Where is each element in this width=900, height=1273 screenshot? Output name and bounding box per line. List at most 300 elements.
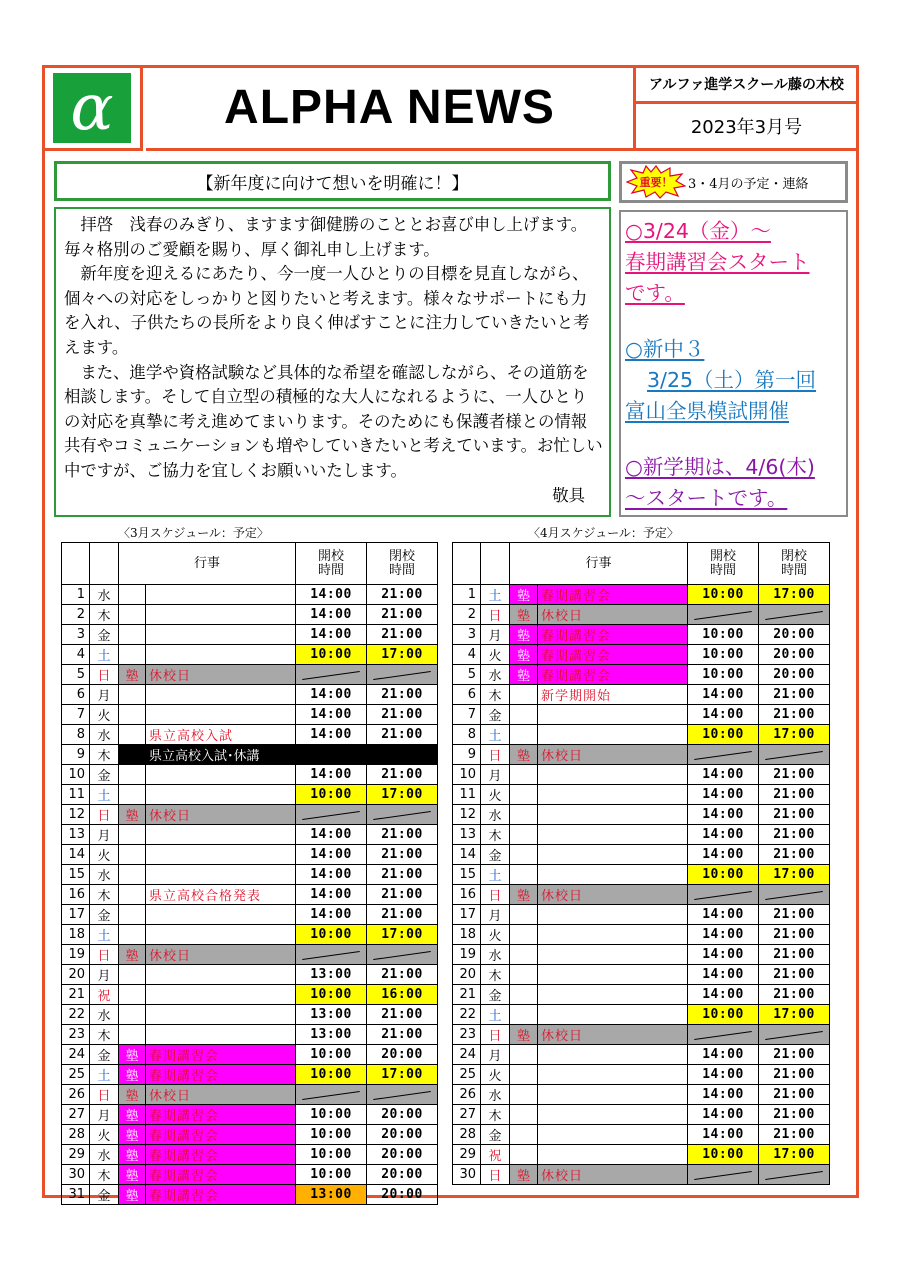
juku-marker	[119, 605, 146, 625]
event-cell	[146, 1005, 296, 1025]
open-time-empty	[688, 1165, 759, 1185]
table-row	[453, 1065, 830, 1085]
letter-closing: 敬具	[552, 485, 585, 505]
event-cell	[146, 845, 296, 865]
letter-paragraph: また、進学や資格試験など具体的な希望を確認しながら、その道筋を相談します。そして自立型の積極的な大人になれるように、一人ひとりの対応を真摯に考え進めてまいります。そのためにも保護者様との情報共有やコミュニケーションも増やしていきたいと考えています。お忙しい中ですが、ご協力を宜しくお願いいたします。	[64, 362, 603, 480]
weekday: 火	[90, 1125, 119, 1145]
open-time: 14:00	[688, 945, 759, 965]
open-time: 14:00	[688, 905, 759, 925]
table-row	[453, 925, 830, 945]
table-row	[453, 1025, 830, 1045]
weekday: 日	[90, 945, 119, 965]
weekday: 火	[90, 845, 119, 865]
open-time: 10:00	[688, 1005, 759, 1025]
close-time-empty	[367, 665, 438, 685]
day-number: 9	[453, 745, 481, 765]
header-open-time: 開校 時間	[688, 543, 759, 585]
juku-marker: 塾	[119, 945, 146, 965]
event-cell: 春期講習会	[146, 1145, 296, 1165]
header-weekday	[90, 543, 119, 585]
open-time: 14:00	[688, 825, 759, 845]
event-cell: 新学期開始	[538, 685, 688, 705]
open-time: 10:00	[688, 865, 759, 885]
open-time: 14:00	[688, 1085, 759, 1105]
table-row	[62, 945, 438, 965]
table-row	[62, 985, 438, 1005]
header-event: 行事	[119, 543, 296, 585]
juku-marker	[510, 985, 538, 1005]
table-row	[453, 705, 830, 725]
weekday: 日	[90, 805, 119, 825]
march-schedule-caption: 〈3月スケジュール：予定〉	[118, 526, 269, 540]
event-cell: 春期講習会	[146, 1125, 296, 1145]
weekday: 水	[90, 1005, 119, 1025]
juku-marker: 塾	[510, 1025, 538, 1045]
table-row	[62, 665, 438, 685]
table-row	[453, 1045, 830, 1065]
weekday: 祝	[481, 1145, 510, 1165]
day-number: 11	[453, 785, 481, 805]
juku-marker	[119, 825, 146, 845]
close-time: 21:00	[759, 985, 830, 1005]
juku-marker	[510, 1125, 538, 1145]
event-cell: 春期講習会	[146, 1065, 296, 1085]
close-time: 21:00	[367, 1005, 438, 1025]
event-cell: 休校日	[146, 805, 296, 825]
table-row	[62, 845, 438, 865]
close-time: 21:00	[759, 705, 830, 725]
juku-marker: 塾	[119, 1085, 146, 1105]
day-number: 11	[62, 785, 90, 805]
close-time-empty	[367, 1085, 438, 1105]
day-number: 1	[453, 585, 481, 605]
weekday: 木	[90, 1025, 119, 1045]
day-number: 15	[62, 865, 90, 885]
open-time: 14:00	[296, 845, 367, 865]
open-time: 14:00	[688, 925, 759, 945]
close-time: 16:00	[367, 985, 438, 1005]
open-time: 10:00	[296, 1165, 367, 1185]
day-number: 7	[62, 705, 90, 725]
newsletter-title: ALPHA NEWS	[146, 67, 633, 151]
table-row	[453, 685, 830, 705]
day-number: 24	[62, 1045, 90, 1065]
weekday: 金	[90, 1045, 119, 1065]
open-time: 14:00	[688, 965, 759, 985]
juku-marker	[510, 785, 538, 805]
juku-marker	[510, 725, 538, 745]
day-number: 30	[62, 1165, 90, 1185]
table-row	[62, 785, 438, 805]
table-row	[453, 645, 830, 665]
event-cell	[538, 1105, 688, 1125]
juku-marker	[119, 1025, 146, 1045]
open-time: 13:00	[296, 1005, 367, 1025]
weekday: 祝	[90, 985, 119, 1005]
close-time: 21:00	[367, 965, 438, 985]
close-time: 20:00	[367, 1125, 438, 1145]
table-row	[453, 1085, 830, 1105]
open-time-empty	[296, 805, 367, 825]
greeting-letter	[54, 207, 611, 517]
event-cell: 春期講習会	[146, 1045, 296, 1065]
day-number: 3	[62, 625, 90, 645]
header-event: 行事	[510, 543, 688, 585]
juku-marker: 塾	[119, 805, 146, 825]
table-row	[453, 845, 830, 865]
table-row	[453, 765, 830, 785]
close-time: 21:00	[367, 885, 438, 905]
event-cell	[538, 965, 688, 985]
weekday: 火	[481, 925, 510, 945]
juku-marker	[119, 585, 146, 605]
open-time: 14:00	[688, 685, 759, 705]
event-cell: 休校日	[538, 605, 688, 625]
event-cell: 春期講習会	[146, 1185, 296, 1205]
weekday: 木	[481, 685, 510, 705]
event-cell: 春期講習会	[538, 665, 688, 685]
juku-marker	[510, 705, 538, 725]
weekday: 水	[90, 725, 119, 745]
close-time: 21:00	[759, 965, 830, 985]
weekday: 水	[90, 1145, 119, 1165]
table-row	[62, 1025, 438, 1045]
juku-marker	[510, 1045, 538, 1065]
day-number: 21	[453, 985, 481, 1005]
open-time: 14:00	[296, 585, 367, 605]
weekday: 水	[481, 805, 510, 825]
march-schedule-table	[61, 542, 438, 1205]
event-cell	[538, 1145, 688, 1165]
juku-marker: 塾	[119, 665, 146, 685]
weekday: 日	[481, 885, 510, 905]
close-time-empty	[759, 605, 830, 625]
weekday: 木	[90, 1165, 119, 1185]
close-time-empty	[759, 1025, 830, 1045]
weekday: 土	[90, 785, 119, 805]
weekday: 土	[481, 1005, 510, 1025]
event-cell	[146, 965, 296, 985]
table-row	[62, 825, 438, 845]
table-row	[62, 1105, 438, 1125]
open-time: 14:00	[688, 705, 759, 725]
open-time: 14:00	[296, 765, 367, 785]
juku-marker	[119, 925, 146, 945]
event-cell: 春期講習会	[538, 625, 688, 645]
table-row	[453, 745, 830, 765]
juku-marker	[510, 1145, 538, 1165]
day-number: 27	[453, 1105, 481, 1125]
open-time: 10:00	[688, 585, 759, 605]
event-cell	[538, 945, 688, 965]
juku-marker: 塾	[510, 1165, 538, 1185]
close-time: 17:00	[367, 925, 438, 945]
open-time: 14:00	[688, 1125, 759, 1145]
juku-marker	[510, 905, 538, 925]
table-row	[62, 605, 438, 625]
day-number: 2	[62, 605, 90, 625]
table-row	[453, 1105, 830, 1125]
weekday: 月	[90, 965, 119, 985]
day-number: 10	[62, 765, 90, 785]
close-time: 20:00	[759, 645, 830, 665]
juku-marker	[510, 805, 538, 825]
weekday: 月	[481, 765, 510, 785]
day-number: 26	[453, 1085, 481, 1105]
day-number: 15	[453, 865, 481, 885]
close-time: 21:00	[367, 845, 438, 865]
close-time-empty	[759, 885, 830, 905]
weekday: 木	[481, 825, 510, 845]
juku-marker: 塾	[119, 1145, 146, 1165]
day-number: 25	[62, 1065, 90, 1085]
table-row	[62, 865, 438, 885]
table-row	[453, 825, 830, 845]
notice-item-new-term: ○新学期は、4/6(木) ～スタートです。	[625, 455, 815, 510]
day-number: 23	[62, 1025, 90, 1045]
logo-cell	[44, 67, 143, 151]
table-row	[62, 685, 438, 705]
table-row	[62, 965, 438, 985]
close-time: 20:00	[759, 625, 830, 645]
open-time-empty	[296, 945, 367, 965]
weekday: 金	[481, 985, 510, 1005]
table-row	[62, 925, 438, 945]
logo-glyph: α	[70, 70, 114, 145]
important-badge: 重要！	[639, 176, 673, 189]
day-number: 3	[453, 625, 481, 645]
juku-marker: 塾	[119, 1165, 146, 1185]
table-row	[62, 905, 438, 925]
weekday: 日	[481, 1025, 510, 1045]
table-header-row	[453, 543, 830, 585]
event-cell	[146, 705, 296, 725]
close-time: 21:00	[759, 1105, 830, 1125]
close-time: 20:00	[759, 665, 830, 685]
day-number: 30	[453, 1165, 481, 1185]
day-number: 12	[453, 805, 481, 825]
juku-marker: 塾	[119, 1125, 146, 1145]
open-time: 14:00	[296, 885, 367, 905]
close-time: 17:00	[367, 645, 438, 665]
event-cell: 休校日	[538, 745, 688, 765]
weekday: 金	[481, 1125, 510, 1145]
juku-marker	[119, 865, 146, 885]
juku-marker: 塾	[510, 645, 538, 665]
juku-marker	[119, 885, 146, 905]
weekday: 土	[481, 585, 510, 605]
close-time: 21:00	[367, 765, 438, 785]
open-time-empty	[688, 1025, 759, 1045]
table-row	[62, 805, 438, 825]
close-time: 17:00	[759, 725, 830, 745]
juku-marker	[510, 945, 538, 965]
day-number: 6	[62, 685, 90, 705]
weekday: 水	[90, 585, 119, 605]
weekday: 木	[481, 965, 510, 985]
juku-marker: 塾	[510, 625, 538, 645]
header-day	[62, 543, 90, 585]
day-number: 22	[453, 1005, 481, 1025]
event-cell: 春期講習会	[538, 645, 688, 665]
day-number: 12	[62, 805, 90, 825]
table-row	[453, 905, 830, 925]
april-schedule-table	[452, 542, 830, 1185]
juku-marker	[119, 725, 146, 745]
weekday: 土	[90, 645, 119, 665]
juku-marker	[119, 785, 146, 805]
weekday: 土	[90, 925, 119, 945]
weekday: 水	[481, 1085, 510, 1105]
day-number: 25	[453, 1065, 481, 1085]
table-row	[453, 785, 830, 805]
juku-marker	[510, 865, 538, 885]
open-time: 10:00	[296, 1065, 367, 1085]
day-number: 1	[62, 585, 90, 605]
weekday: 日	[481, 745, 510, 765]
close-time: 21:00	[367, 865, 438, 885]
open-time: 10:00	[296, 645, 367, 665]
weekday: 木	[90, 745, 119, 765]
event-cell	[538, 925, 688, 945]
open-time: 14:00	[688, 1105, 759, 1125]
juku-marker	[510, 765, 538, 785]
issue-date: 2023年3月号	[633, 104, 857, 151]
table-row	[62, 625, 438, 645]
open-time: 10:00	[688, 1145, 759, 1165]
open-time: 14:00	[688, 765, 759, 785]
table-row	[62, 645, 438, 665]
day-number: 20	[62, 965, 90, 985]
table-header-row	[62, 543, 438, 585]
juku-marker	[119, 645, 146, 665]
close-time: 21:00	[367, 725, 438, 745]
weekday: 火	[481, 785, 510, 805]
open-time: 10:00	[296, 1105, 367, 1125]
close-time: 17:00	[759, 1145, 830, 1165]
notice-title: 3・4月の予定・連絡	[688, 176, 809, 192]
table-row	[453, 625, 830, 645]
open-time: 14:00	[296, 905, 367, 925]
table-row	[62, 705, 438, 725]
day-number: 5	[62, 665, 90, 685]
event-cell	[146, 625, 296, 645]
alpha-logo-icon	[53, 70, 131, 145]
juku-marker	[510, 1005, 538, 1025]
weekday: 木	[481, 1105, 510, 1125]
juku-marker	[119, 905, 146, 925]
open-time: 14:00	[688, 985, 759, 1005]
table-row	[453, 665, 830, 685]
day-number: 28	[453, 1125, 481, 1145]
close-time: 21:00	[367, 605, 438, 625]
table-row	[62, 1045, 438, 1065]
table-row	[453, 985, 830, 1005]
day-number: 18	[453, 925, 481, 945]
day-number: 13	[453, 825, 481, 845]
weekday: 金	[90, 625, 119, 645]
letter-paragraph: 新年度を迎えるにあたり、今一度一人ひとりの目標を見直しながら、個々への対応をしっかりと図りたいと考えます。様々なサポートにも力を入れ、子供たちの長所をより良く伸ばすことに注力していきたいと考えます。	[64, 264, 590, 357]
day-number: 17	[62, 905, 90, 925]
close-time: 21:00	[759, 785, 830, 805]
table-row	[453, 805, 830, 825]
close-time: 17:00	[759, 585, 830, 605]
day-number: 2	[453, 605, 481, 625]
table-row	[453, 1145, 830, 1165]
weekday: 金	[481, 845, 510, 865]
day-number: 16	[62, 885, 90, 905]
table-row	[453, 1125, 830, 1145]
juku-marker: 塾	[510, 885, 538, 905]
weekday: 金	[90, 1185, 119, 1205]
event-cell	[146, 865, 296, 885]
open-time: 14:00	[296, 865, 367, 885]
headline: 【新年度に向けて想いを明確に！】	[54, 161, 611, 201]
close-time-empty	[759, 745, 830, 765]
day-number: 10	[453, 765, 481, 785]
weekday: 金	[90, 905, 119, 925]
day-number: 14	[453, 845, 481, 865]
event-cell	[538, 705, 688, 725]
weekday: 火	[481, 1065, 510, 1085]
open-time: 14:00	[296, 725, 367, 745]
juku-marker	[510, 685, 538, 705]
notice-item-mock-exam: ○新中３ 3/25（土）第一回 富山全県模試開催	[625, 337, 817, 423]
table-row	[453, 1005, 830, 1025]
day-number: 22	[62, 1005, 90, 1025]
table-row	[453, 965, 830, 985]
juku-marker	[510, 1085, 538, 1105]
day-number: 14	[62, 845, 90, 865]
table-row	[62, 1185, 438, 1205]
event-cell	[146, 645, 296, 665]
close-time: 20:00	[367, 1105, 438, 1125]
table-row	[62, 1065, 438, 1085]
close-time: 21:00	[759, 765, 830, 785]
open-time: 13:00	[296, 965, 367, 985]
juku-marker: 塾	[510, 605, 538, 625]
event-cell	[538, 825, 688, 845]
open-time: 14:00	[688, 1065, 759, 1085]
day-number: 4	[453, 645, 481, 665]
event-cell: 休校日	[538, 1165, 688, 1185]
day-number: 21	[62, 985, 90, 1005]
event-cell	[538, 1065, 688, 1085]
event-cell: 休校日	[538, 1025, 688, 1045]
close-time: 20:00	[367, 1165, 438, 1185]
close-time: 21:00	[367, 625, 438, 645]
close-time: 21:00	[759, 825, 830, 845]
event-cell	[538, 905, 688, 925]
event-cell: 春期講習会	[146, 1165, 296, 1185]
table-row	[62, 725, 438, 745]
important-burst-icon	[626, 165, 686, 199]
day-number: 28	[62, 1125, 90, 1145]
close-time: 21:00	[367, 825, 438, 845]
weekday: 土	[481, 725, 510, 745]
day-number: 16	[453, 885, 481, 905]
open-time: 14:00	[296, 605, 367, 625]
header-day	[453, 543, 481, 585]
header-weekday	[481, 543, 510, 585]
event-cell	[538, 725, 688, 745]
event-cell: 県立高校入試	[146, 725, 296, 745]
day-number: 19	[453, 945, 481, 965]
juku-marker: 塾	[510, 745, 538, 765]
close-time: 20:00	[367, 1185, 438, 1205]
open-time-empty	[688, 745, 759, 765]
open-time: 14:00	[296, 625, 367, 645]
